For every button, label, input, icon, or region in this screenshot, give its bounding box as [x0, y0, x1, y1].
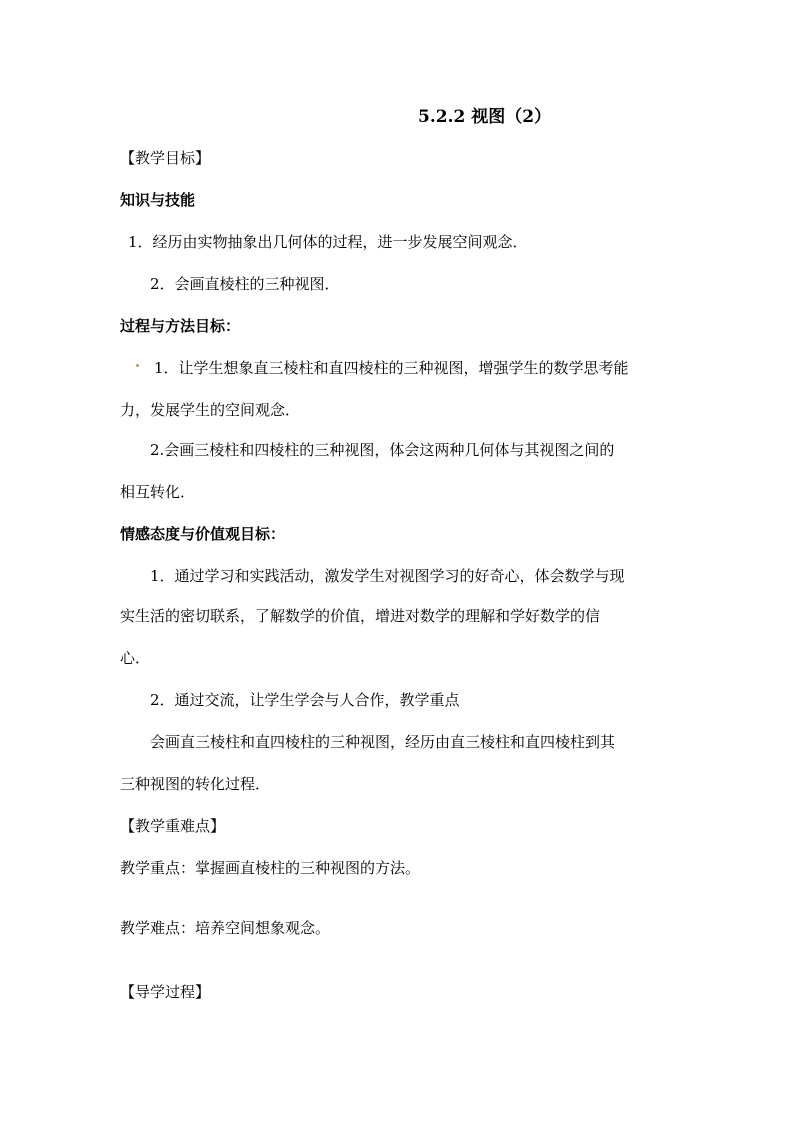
emotion-item-3-line-2: 三种视图的转化过程．: [120, 775, 271, 793]
process-item-1-line-1: 1．让学生想象直三棱柱和直四棱柱的三种视图，增强学生的数学思考能: [154, 359, 629, 377]
key-points-heading: 【教学重难点】: [120, 817, 226, 835]
process-item-2-line-2: 相互转化．: [120, 483, 196, 501]
emotion-item-2: 2．通过交流，让学生学会与人合作，教学重点: [150, 691, 460, 709]
knowledge-item-1: 1．经历由实物抽象出几何体的过程，进一步发展空间观念．: [128, 233, 528, 251]
emotion-values-heading: 情感态度与价值观目标：: [120, 525, 286, 543]
emotion-item-1-line-3: 心．: [120, 649, 151, 667]
process-item-1-line-2: 力，发展学生的空间观念．: [120, 401, 301, 419]
emotion-item-3-line-1: 会画直三棱柱和直四棱柱的三种视图，经历由直三棱柱和直四棱柱到其: [150, 733, 616, 751]
guide-process-heading: 【导学过程】: [120, 983, 211, 1001]
knowledge-item-2: 2．会画直棱柱的三种视图．: [150, 275, 340, 293]
teaching-focus: 教学重点：掌握画直棱柱的三种视图的方法。: [120, 859, 421, 877]
emotion-item-1-line-1: 1．通过学习和实践活动，激发学生对视图学习的好奇心，体会数学与现: [150, 567, 625, 585]
stray-mark: [136, 364, 139, 367]
teaching-goals-heading: 【教学目标】: [120, 149, 211, 167]
process-methods-heading: 过程与方法目标：: [120, 317, 241, 335]
emotion-item-1-line-2: 实生活的密切联系，了解数学的价值，增进对数学的理解和学好数学的信: [120, 607, 601, 625]
process-item-2-line-1: 2.会画三棱柱和四棱柱的三种视图，体会这两种几何体与其视图之间的: [150, 441, 615, 459]
document-title: 5.2.2 视图（2）: [418, 107, 552, 127]
knowledge-skills-heading: 知识与技能: [120, 191, 196, 209]
teaching-difficulty: 教学难点：培养空间想象观念。: [120, 919, 331, 937]
